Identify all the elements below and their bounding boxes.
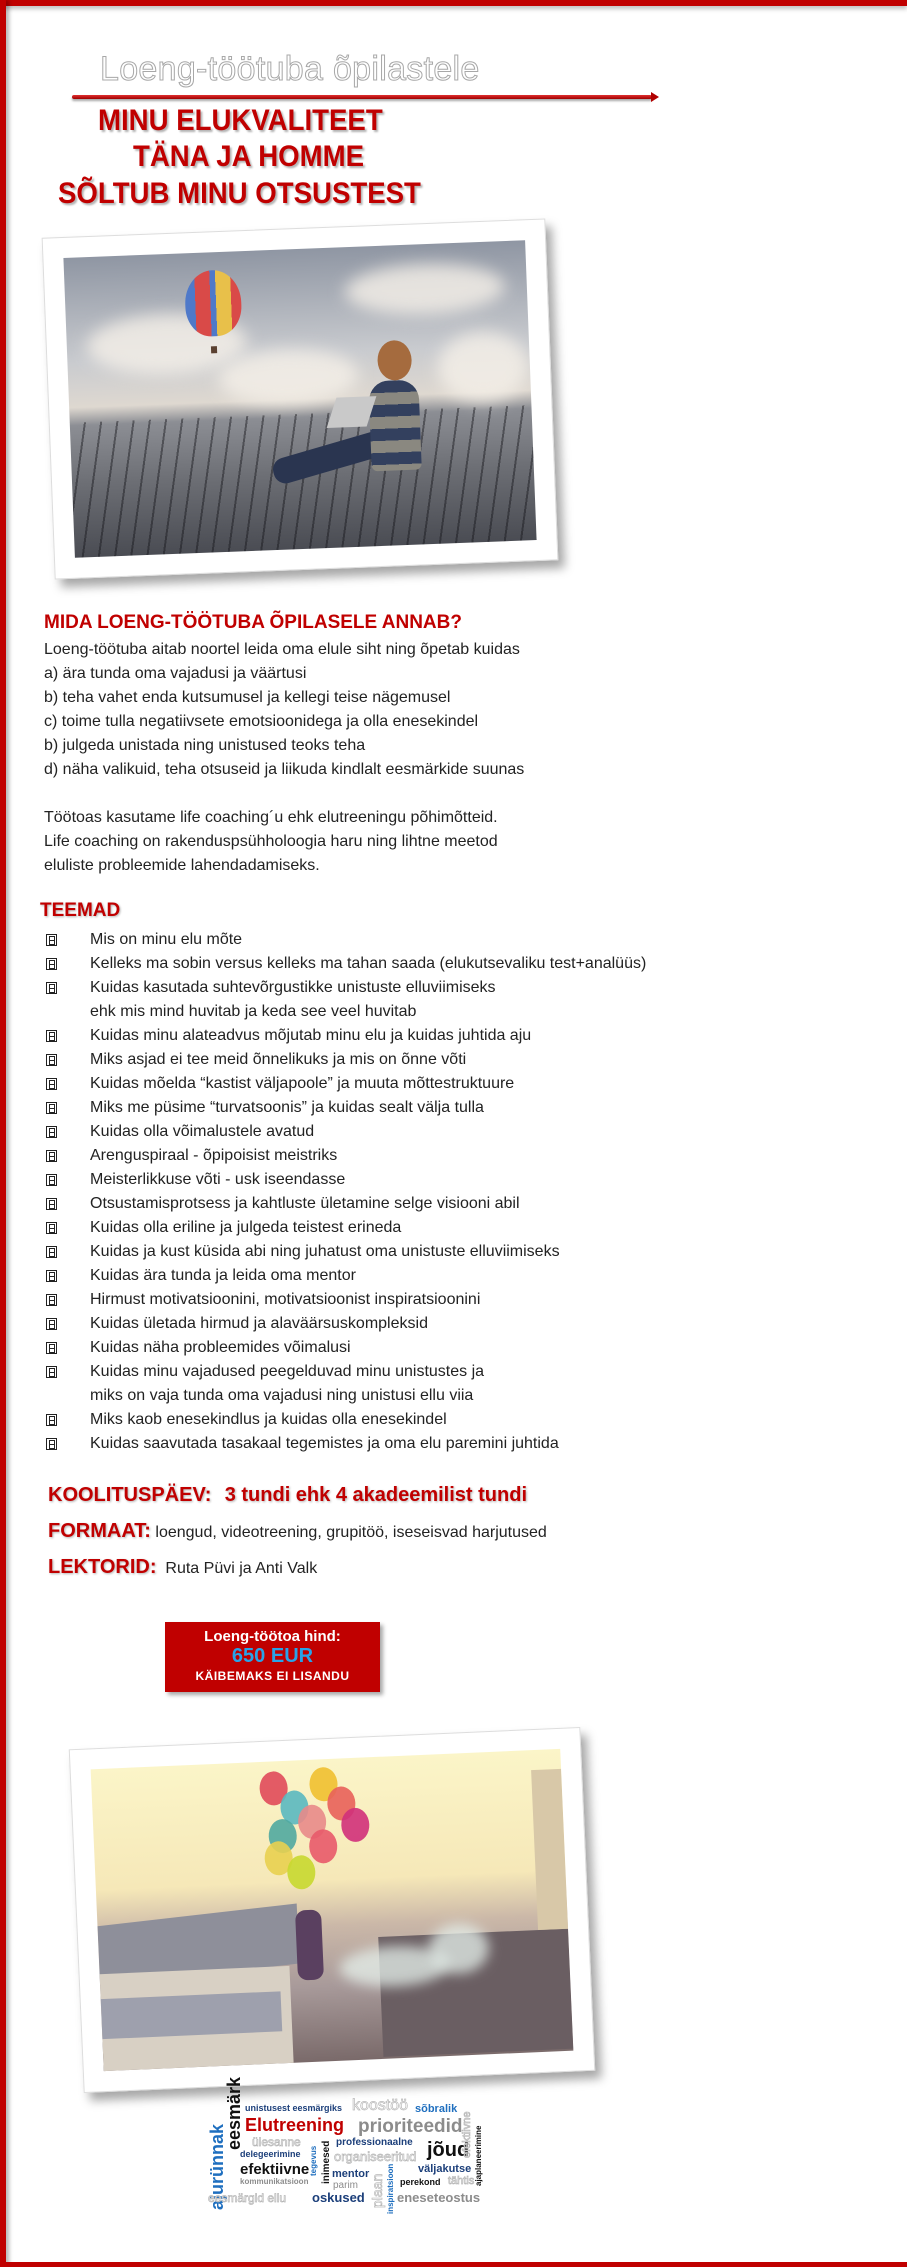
cloud-word: Elutreening bbox=[245, 2115, 345, 2135]
topic-item bbox=[44, 1072, 804, 1096]
topic-item bbox=[44, 1432, 804, 1456]
cloud-word: tähtis bbox=[448, 2175, 475, 2187]
headline-line-1: MINU ELUKVALITEET bbox=[98, 104, 383, 137]
cloud-word: väljakutse bbox=[418, 2163, 472, 2175]
topic-item bbox=[44, 1048, 804, 1072]
cloud-word: ajaplaneerimine bbox=[474, 2125, 483, 2186]
format-value: loengud, videotreening, grupitöö, iseseisvad harjutused bbox=[155, 1524, 547, 1541]
checkbox-icon bbox=[46, 1414, 57, 1426]
checkbox-icon bbox=[46, 958, 57, 970]
training-day-value: 3 tundi ehk 4 akadeemilist tundi bbox=[224, 1484, 527, 1506]
price-note: KÄIBEMAKS EI LISANDU bbox=[195, 1669, 350, 1683]
cloud-word: inimesed bbox=[321, 2140, 332, 2184]
cloud-word: kommunikatsioon bbox=[240, 2177, 309, 2186]
cloud-word: professionaalne bbox=[336, 2137, 413, 2148]
topic-item bbox=[44, 1120, 804, 1144]
topic-item bbox=[44, 1408, 804, 1432]
intro-text bbox=[44, 638, 524, 782]
price-label: Loeng-töötoa hind: bbox=[204, 1628, 341, 1645]
intro-line: c) toime tulla negatiivsete emotsioonidega ja olla enesekindel bbox=[44, 713, 479, 730]
checkbox-icon bbox=[46, 1126, 57, 1138]
topic-text: Hirmust motivatsioonini, motivatsioonist inspiratsioonini bbox=[90, 1291, 481, 1308]
format bbox=[48, 1520, 547, 1543]
cloud-word: ajurünnak bbox=[207, 2123, 227, 2210]
price-box bbox=[165, 1622, 380, 1692]
topic-text: Kuidas ja kust küsida abi ning juhatust oma unistuste elluviimiseks bbox=[90, 1243, 560, 1260]
checkbox-icon bbox=[46, 1102, 57, 1114]
training-day-label: KOOLITUSPÄEV: bbox=[48, 1484, 212, 1506]
checkbox-icon bbox=[46, 1030, 57, 1042]
page-subtitle: Loeng-töötuba õpilastele bbox=[100, 50, 480, 88]
girl-figure bbox=[295, 1909, 324, 1980]
topic-item bbox=[44, 1240, 804, 1264]
lecturers-value: Ruta Püvi ja Anti Valk bbox=[165, 1560, 318, 1577]
cloud-word: plaan bbox=[369, 2173, 385, 2208]
cloud bbox=[437, 330, 530, 403]
topics-list bbox=[44, 928, 804, 1456]
cloud-word: jõud bbox=[427, 2139, 470, 2161]
topic-text: Kuidas olla võimalustele avatud bbox=[90, 1123, 315, 1140]
hot-air-balloon bbox=[184, 269, 242, 337]
word-cloud bbox=[200, 2076, 490, 2215]
topic-text: Kuidas mõelda “kastist väljapoole” ja muuta mõttestruktuure bbox=[90, 1075, 515, 1092]
topic-text: Kuidas minu alateadvus mõjutab minu elu ja kuidas juhtida aju bbox=[90, 1027, 532, 1044]
topic-continuation: miks on vaja tunda oma vajadusi ning unistusi ellu viia bbox=[90, 1387, 474, 1404]
coaching-line: Töötoas kasutame life coaching´u ehk elutreeningu põhimõtteid. bbox=[44, 809, 498, 826]
tower bbox=[531, 1769, 568, 1930]
topic-text: Kuidas olla eriline ja julgeda teistest erineda bbox=[90, 1219, 402, 1236]
cloud-word: koostöö bbox=[352, 2097, 409, 2114]
balloon bbox=[308, 1829, 337, 1864]
person-body bbox=[368, 379, 421, 471]
cloud-word: eneseteostus bbox=[397, 2190, 481, 2205]
checkbox-icon bbox=[46, 1150, 57, 1162]
cloud-word: unistusest eesmärgiks bbox=[245, 2103, 343, 2113]
topic-text: Kuidas minu vajadused peegelduvad minu unistustes ja bbox=[90, 1363, 485, 1380]
topic-item bbox=[44, 952, 804, 976]
topic-text: Kuidas ära tunda ja leida oma mentor bbox=[90, 1267, 356, 1284]
cloud-word: inspiratsioon bbox=[386, 2163, 395, 2214]
cloud-word: parim bbox=[333, 2180, 359, 2191]
topic-item bbox=[44, 1096, 804, 1120]
checkbox-icon bbox=[46, 1366, 57, 1378]
photo-balloon-laptop bbox=[42, 218, 559, 579]
cloud-word: eesmärk bbox=[224, 2076, 244, 2150]
photo-scene bbox=[63, 240, 536, 558]
topic-item bbox=[44, 928, 804, 952]
coaching-line: Life coaching on rakenduspsühholoogia haru ning lihtne meetod bbox=[44, 833, 498, 850]
intro-line: Loeng-töötuba aitab noortel leida oma elule siht ning õpetab kuidas bbox=[44, 641, 520, 658]
cloud-word: ülesanne bbox=[252, 2135, 301, 2149]
topic-text: Otsustamisprotsess ja kahtluste ületamine selge visiooni abil bbox=[90, 1195, 520, 1212]
coaching-text bbox=[44, 806, 498, 878]
topic-text: Arenguspiraal - õpipoisist meistriks bbox=[90, 1147, 338, 1164]
checkbox-icon bbox=[46, 1294, 57, 1306]
cloud-word: tegevus bbox=[309, 2145, 318, 2176]
topic-text: Kuidas kasutada suhtevõrgustikke unistuste elluviimiseks bbox=[90, 979, 496, 996]
balloon bbox=[341, 1807, 370, 1842]
balloon bbox=[287, 1855, 316, 1890]
coaching-line: eluliste probleemide lahendadamiseks. bbox=[44, 857, 320, 874]
checkbox-icon bbox=[46, 1174, 57, 1186]
training-day bbox=[48, 1484, 527, 1507]
topic-item bbox=[44, 1216, 804, 1240]
balloon-basket bbox=[211, 346, 217, 353]
headline-line-3: SÕLTUB MINU OTSUSTEST bbox=[58, 177, 421, 210]
topic-text: Miks kaob enesekindlus ja kuidas olla enesekindel bbox=[90, 1411, 447, 1428]
checkbox-icon bbox=[46, 1078, 57, 1090]
topic-text: Kuidas saavutada tasakaal tegemistes ja oma elu paremini juhtida bbox=[90, 1435, 559, 1452]
intro-line: b) julgeda unistada ning unistused teoks teha bbox=[44, 737, 366, 754]
topic-text: Kuidas ületada hirmud ja alaväärsuskompleksid bbox=[90, 1315, 428, 1332]
format-label: FORMAAT: bbox=[48, 1520, 151, 1542]
cloud-word: eesmärgid ellu bbox=[208, 2191, 287, 2205]
photo-balloons-girl bbox=[69, 1727, 596, 2093]
cloud bbox=[344, 261, 506, 317]
topic-item bbox=[44, 1288, 804, 1312]
arrow-divider bbox=[72, 95, 652, 99]
topic-text: Kuidas näha probleemides võimalusi bbox=[90, 1339, 351, 1356]
cloud-word: prioriteedid bbox=[358, 2116, 463, 2137]
topic-item bbox=[44, 976, 804, 1024]
lecturers bbox=[48, 1556, 317, 1579]
checkbox-icon bbox=[46, 1438, 57, 1450]
cloud-word: delegeerimine bbox=[240, 2149, 301, 2159]
topic-item bbox=[44, 1192, 804, 1216]
checkbox-icon bbox=[46, 1342, 57, 1354]
price-amount: 650 EUR bbox=[231, 1645, 314, 1667]
cloud-word: sõbralik bbox=[415, 2103, 458, 2115]
checkbox-icon bbox=[46, 1270, 57, 1282]
frame-bottom-border bbox=[0, 2262, 907, 2267]
cloud-word: efektiivne bbox=[240, 2161, 310, 2178]
rooftop bbox=[101, 1991, 283, 2039]
topic-text: Miks me püsime “turvatsoonis” ja kuidas sealt välja tulla bbox=[90, 1099, 484, 1116]
frame-top-border bbox=[0, 0, 907, 6]
intro-line: b) teha vahet enda kutsumusel ja kellegi teise nägemusel bbox=[44, 689, 451, 706]
checkbox-icon bbox=[46, 1246, 57, 1258]
topic-text: Miks asjad ei tee meid õnnelikuks ja mis on õnne võti bbox=[90, 1051, 467, 1068]
checkbox-icon bbox=[46, 1318, 57, 1330]
checkbox-icon bbox=[46, 1222, 57, 1234]
intro-line: d) näha valikuid, teha otsuseid ja liikuda kindlalt eesmärkide suunas bbox=[44, 761, 525, 778]
checkbox-icon bbox=[46, 934, 57, 946]
intro-line: a) ära tunda oma vajadusi ja väärtusi bbox=[44, 665, 307, 682]
topic-item bbox=[44, 1168, 804, 1192]
topic-item bbox=[44, 1024, 804, 1048]
topic-text: Mis on minu elu mõte bbox=[90, 931, 243, 948]
photo-scene bbox=[91, 1749, 574, 2071]
intro-title: MIDA LOENG-TÖÖTUBA ÕPILASELE ANNAB? bbox=[44, 612, 462, 633]
cloud-word: perekond bbox=[400, 2177, 441, 2187]
topic-text: Meisterlikkuse võti - usk iseendasse bbox=[90, 1171, 346, 1188]
cloud-word: organiseeritud bbox=[334, 2149, 417, 2164]
cloud-word: mentor bbox=[332, 2168, 370, 2180]
topic-item bbox=[44, 1336, 804, 1360]
topics-title: TEEMAD bbox=[40, 900, 121, 921]
frame-left-border bbox=[0, 0, 6, 2267]
checkbox-icon bbox=[46, 982, 57, 994]
lecturers-label: LEKTORID: bbox=[48, 1556, 157, 1578]
cloud-word: oskused bbox=[312, 2190, 365, 2205]
topic-continuation: ehk mis mind huvitab ja keda see veel huvitab bbox=[90, 1003, 417, 1020]
checkbox-icon bbox=[46, 1054, 57, 1066]
headline-line-2: TÄNA JA HOMME bbox=[133, 140, 365, 173]
topic-item bbox=[44, 1144, 804, 1168]
checkbox-icon bbox=[46, 1198, 57, 1210]
wooden-deck bbox=[70, 405, 537, 558]
person-head bbox=[377, 340, 413, 381]
topic-item bbox=[44, 1264, 804, 1288]
topic-item bbox=[44, 1360, 804, 1408]
topic-text: Kelleks ma sobin versus kelleks ma tahan saada (elukutsevaliku test+analüüs) bbox=[90, 955, 647, 972]
cloud-word: efektiivne bbox=[461, 2111, 473, 2158]
topic-item bbox=[44, 1312, 804, 1336]
